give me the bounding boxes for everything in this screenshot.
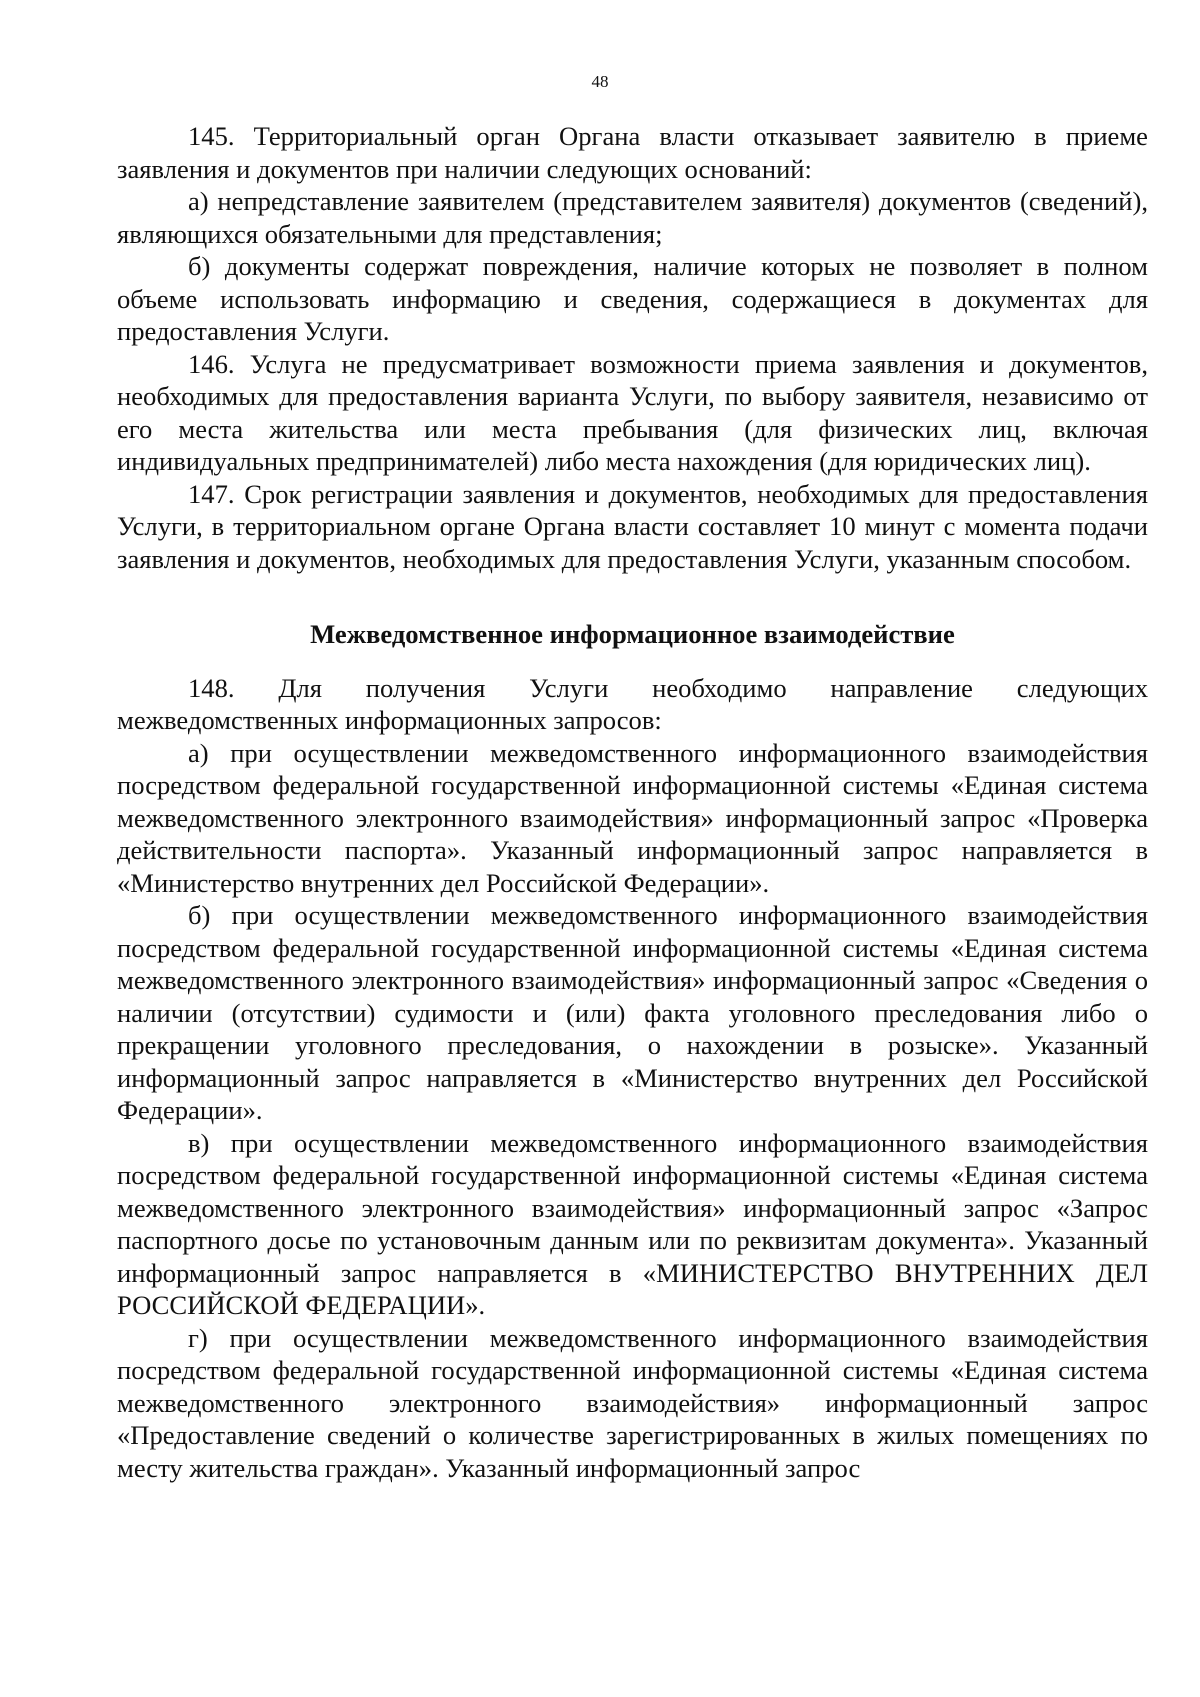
paragraph-145-item-a: а) непредставление заявителем (представителем заявителя) документов (сведений), являющихся обязательными для представления; <box>117 186 1148 249</box>
paragraph-147: 147. Срок регистрации заявления и документов, необходимых для предоставления Услуги, в территориальном органе Органа власти составляет 10 минут с момента подачи заявления и документов, необходимых для предоставления Услуги, указанным способом. <box>117 478 1148 574</box>
paragraph-146: 146. Услуга не предусматривает возможности приема заявления и документов, необходимых для предоставления варианта Услуги, по выбору заявителя, независимо от его места жительства или места пребывания (для физических лиц, включая индивидуальных предпринимателей) либо места нахождения (для юридических лиц). <box>117 348 1148 476</box>
paragraph-148-item-a: а) при осуществлении межведомственного информационного взаимодействия посредством федеральной государственной информационной системы «Единая система межведомственного электронного взаимодействия» информационный запрос «Проверка действительности паспорта». Указанный информационный запрос направляется в «Министерство внутренних дел Российской Федерации». <box>117 737 1148 898</box>
paragraph-148-item-g: г) при осуществлении межведомственного информационного взаимодействия посредством федеральной государственной информационной системы «Единая система межведомственного электронного взаимодействия» информационный запрос «Предоставление сведений о количестве зарегистрированных в жилых помещениях по месту жительства граждан». Указанный информационный запрос <box>117 1322 1148 1483</box>
paragraph-145-item-b: б) документы содержат повреждения, наличие которых не позволяет в полном объеме использовать информацию и сведения, содержащиеся в документах для предоставления Услуги. <box>117 251 1148 346</box>
document-body <box>117 120 1148 1484</box>
paragraph-148-item-b: б) при осуществлении межведомственного информационного взаимодействия посредством федеральной государственной информационной системы «Единая система межведомственного электронного взаимодействия» информационный запрос «Сведения о наличии (отсутствии) судимости и (или) факта уголовного преследования либо о прекращении уголовного преследования, о нахождении в розыске». Указанный информационный запрос направляется в «Министерство внутренних дел Российской Федерации». <box>117 900 1148 1125</box>
paragraph-145: 145. Территориальный орган Органа власти отказывает заявителю в приеме заявления и документов при наличии следующих оснований: <box>117 121 1148 184</box>
paragraph-148: 148. Для получения Услуги необходимо направление следующих межведомственных информационных запросов: <box>117 672 1148 735</box>
section-heading: Межведомственное информационное взаимодействие <box>310 619 955 649</box>
page-number: 48 <box>591 72 609 91</box>
paragraph-148-item-v: в) при осуществлении межведомственного информационного взаимодействия посредством федеральной государственной информационной системы «Единая система межведомственного электронного взаимодействия» информационный запрос «Запрос паспортного досье по установочным данным или по реквизитам документа». Указанный информационный запрос направляется в «МИНИСТЕРСТВО ВНУТРЕННИХ ДЕЛ РОССИЙСКОЙ ФЕДЕРАЦИИ». <box>117 1127 1148 1320</box>
